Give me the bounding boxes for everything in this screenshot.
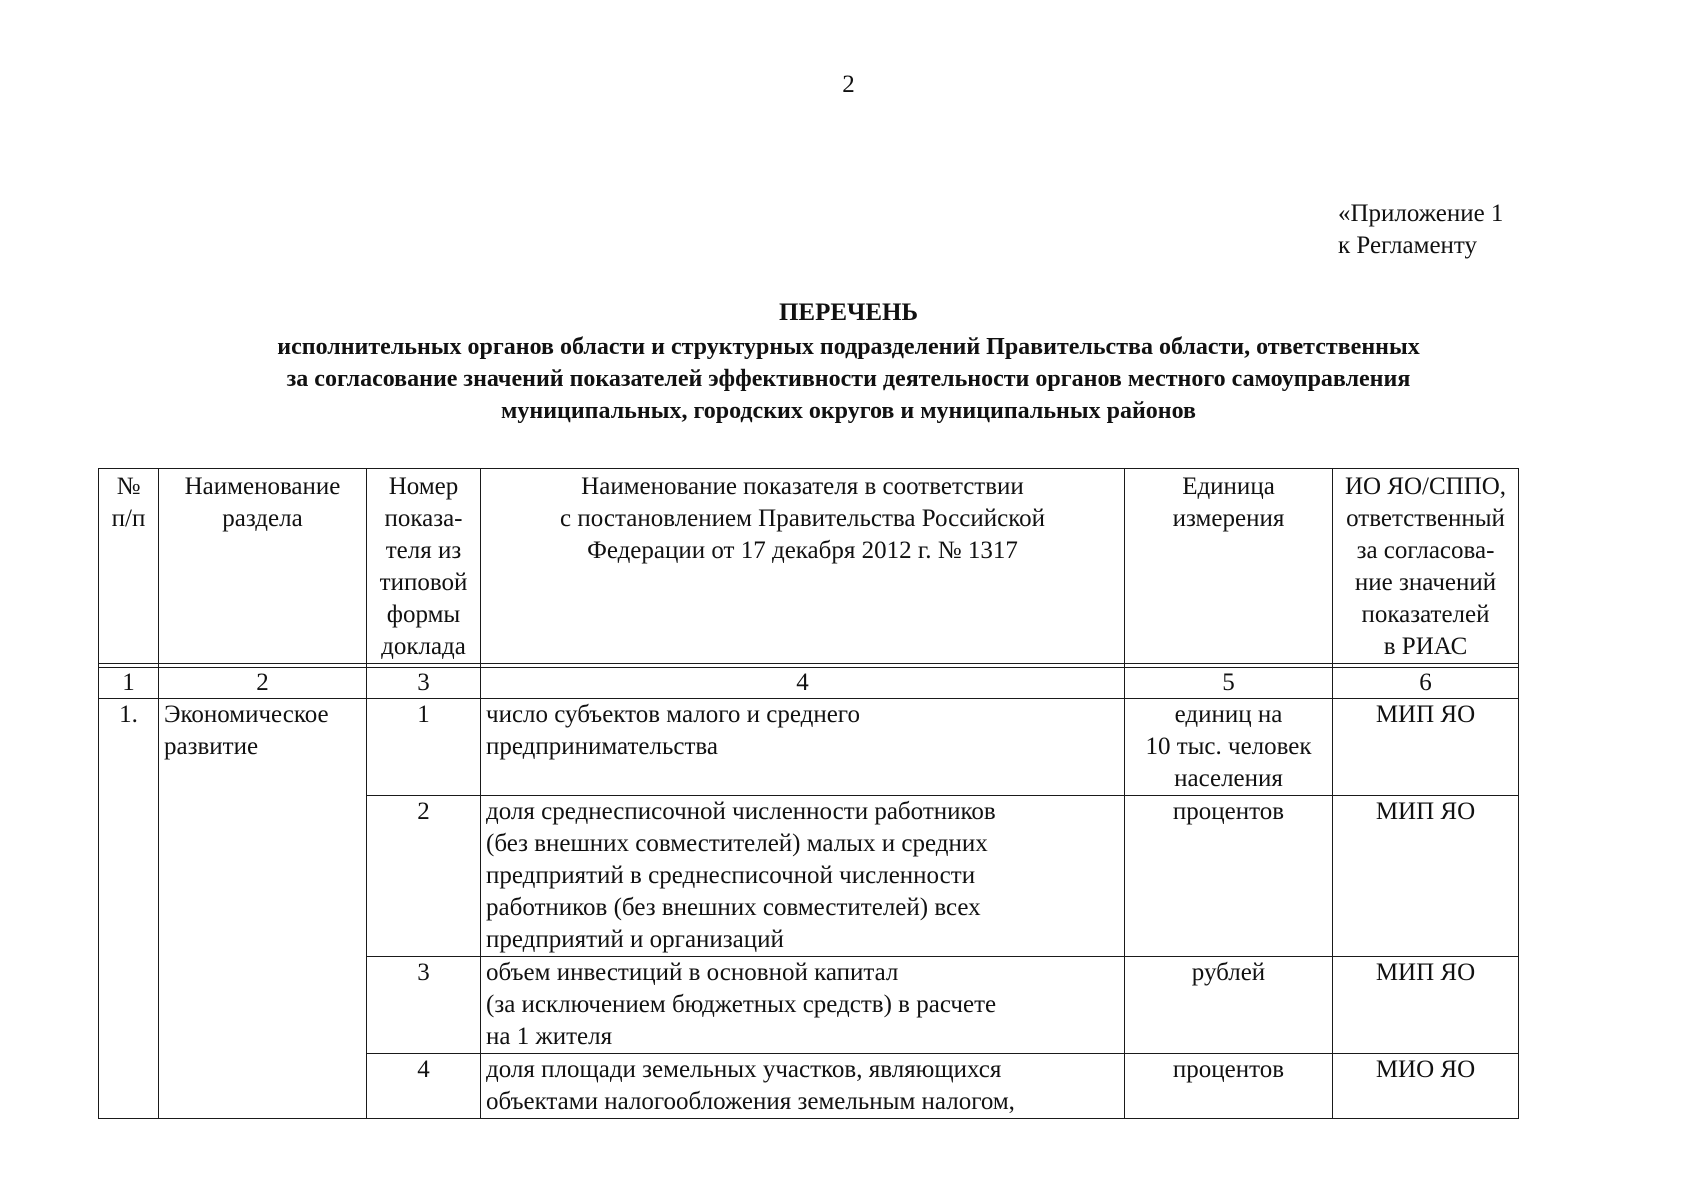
column-number: 3	[367, 668, 481, 699]
header-cell-unit: Единица измерения	[1125, 469, 1333, 664]
indicator-unit: процентов	[1125, 1054, 1333, 1119]
column-number: 5	[1125, 668, 1333, 699]
header-cell-responsible: ИО ЯО/СППО, ответственный за согласова- ние значений показателей в РИАС	[1333, 469, 1519, 664]
indicator-unit: рублей	[1125, 957, 1333, 1054]
responsible-body: МИП ЯО	[1333, 796, 1519, 957]
table-row	[99, 699, 1519, 796]
indicator-number: 3	[367, 957, 481, 1054]
responsibility-table	[98, 468, 1519, 1119]
indicator-unit: единиц на 10 тыс. человек населения	[1125, 699, 1333, 796]
column-number: 2	[159, 668, 367, 699]
responsible-body: МИП ЯО	[1333, 957, 1519, 1054]
responsible-body: МИО ЯО	[1333, 1054, 1519, 1119]
header-cell-indicator-number: Номер показа- теля из типовой формы доклада	[367, 469, 481, 664]
column-number: 4	[481, 668, 1125, 699]
table-header-row	[99, 469, 1519, 664]
indicator-number: 4	[367, 1054, 481, 1119]
indicator-unit: процентов	[1125, 796, 1333, 957]
responsible-body: МИП ЯО	[1333, 699, 1519, 796]
indicator-name: число субъектов малого и среднего предпринимательства	[481, 699, 1125, 796]
indicator-name: доля среднесписочной численности работников (без внешних совместителей) малых и средних предприятий в среднесписочной численности работников (без внешних совместителей) всех предприятий и организаций	[481, 796, 1125, 957]
column-number: 1	[99, 668, 159, 699]
indicator-number: 2	[367, 796, 481, 957]
indicator-name: доля площади земельных участков, являющихся объектами налогообложения земельным налогом,	[481, 1054, 1125, 1119]
heading-line-1: исполнительных органов области и структурных подразделений Правительства области, ответственных	[277, 334, 1420, 360]
appendix-reference	[1338, 198, 1503, 262]
document-title: ПЕРЕЧЕНЬ	[778, 299, 919, 326]
appendix-line-1: «Приложение 1	[1338, 200, 1504, 227]
indicator-number: 1	[367, 699, 481, 796]
appendix-line-2: к Регламенту	[1338, 232, 1478, 259]
column-number: 6	[1333, 668, 1519, 699]
heading-line-3: муниципальных, городских округов и муниципальных районов	[501, 398, 1196, 424]
document-heading	[0, 297, 1697, 427]
indicator-name: объем инвестиций в основной капитал (за исключением бюджетных средств) в расчете на 1 жителя	[481, 957, 1125, 1054]
column-number-row	[99, 668, 1519, 699]
header-cell-section: Наименование раздела	[159, 469, 367, 664]
header-cell-number: № п/п	[99, 469, 159, 664]
page-number: 2	[842, 71, 855, 98]
header-cell-indicator-name: Наименование показателя в соответствии с постановлением Правительства Российской Федерации от 17 декабря 2012 г. № 1317	[481, 469, 1125, 664]
section-number: 1.	[99, 699, 159, 1119]
heading-line-2: за согласование значений показателей эффективности деятельности органов местного самоуправления	[286, 366, 1411, 392]
section-name: Экономическое развитие	[159, 699, 367, 1119]
